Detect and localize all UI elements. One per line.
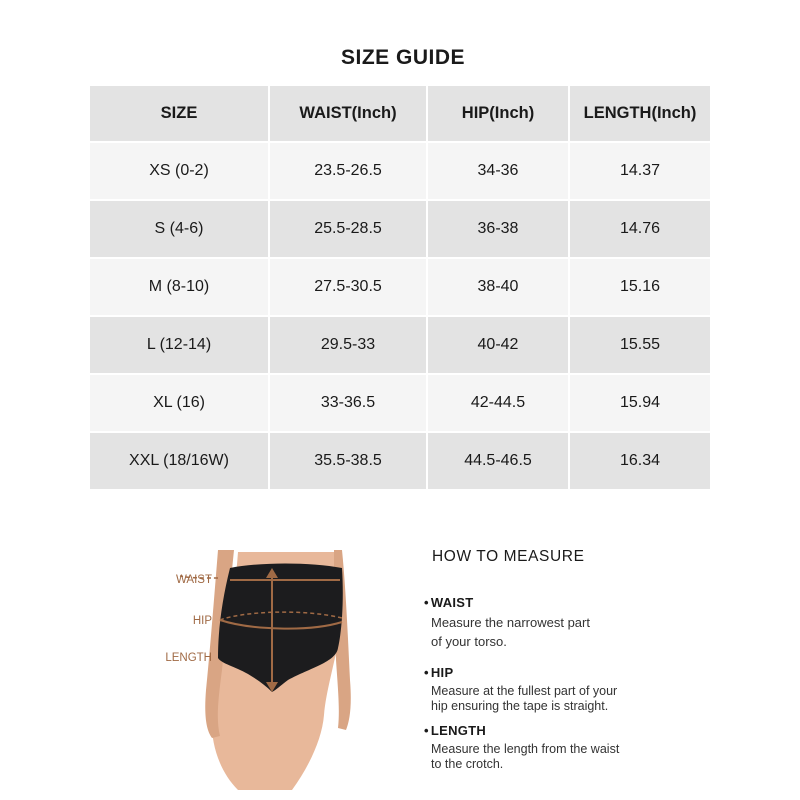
hip-cell: 38-40 [427, 258, 569, 316]
hip-heading-text: HIP [430, 665, 454, 680]
hip-cell: 36-38 [427, 200, 569, 258]
table-row [89, 142, 711, 200]
size-cell: M (8-10) [89, 258, 269, 316]
waist-cell: 35.5-38.5 [269, 432, 427, 490]
waist-section-heading [424, 595, 474, 610]
waist-cell: 33-36.5 [269, 374, 427, 432]
length-cell: 16.34 [569, 432, 711, 490]
table-row [89, 200, 711, 258]
table-row [89, 258, 711, 316]
bullet-icon: • [424, 723, 429, 738]
size-cell: S (4-6) [89, 200, 269, 258]
measurement-illustration [160, 540, 380, 790]
size-cell: XXL (18/16W) [89, 432, 269, 490]
length-cell: 15.16 [569, 258, 711, 316]
length-label: LENGTH [165, 652, 212, 664]
bullet-icon: • [424, 595, 429, 610]
table-row [89, 374, 711, 432]
size-cell: L (12-14) [89, 316, 269, 374]
bullet-icon: • [424, 665, 429, 680]
table-header-row [89, 85, 711, 142]
page-title: SIZE GUIDE [340, 46, 466, 69]
waist-heading-text: WAIST [430, 595, 474, 610]
hip-section-heading [424, 665, 453, 680]
hip-desc-line: hip ensuring the tape is straight. [431, 699, 609, 713]
column-header-hip: HIP(Inch) [427, 85, 569, 142]
length-desc-line: Measure the length from the waist [431, 742, 620, 756]
column-header-length: LENGTH(Inch) [569, 85, 711, 142]
size-table [88, 84, 712, 491]
length-cell: 15.94 [569, 374, 711, 432]
table-row [89, 432, 711, 490]
length-cell: 14.76 [569, 200, 711, 258]
waist-cell: 29.5-33 [269, 316, 427, 374]
size-cell: XL (16) [89, 374, 269, 432]
hip-cell: 40-42 [427, 316, 569, 374]
column-header-size: SIZE [89, 85, 269, 142]
length-section-heading [424, 723, 486, 738]
hip-desc-line: Measure at the fullest part of your [431, 684, 618, 698]
hip-label: HIP [192, 615, 212, 627]
waist-desc-line: of your torso. [431, 634, 507, 649]
size-cell: XS (0-2) [89, 142, 269, 200]
waist-description [431, 613, 671, 651]
length-cell: 15.55 [569, 316, 711, 374]
waist-cell: 27.5-30.5 [269, 258, 427, 316]
waist-label: WAIST [176, 574, 212, 586]
length-description [431, 742, 671, 772]
hip-cell: 42-44.5 [427, 374, 569, 432]
how-to-measure-title: HOW TO MEASURE [432, 548, 585, 565]
table-row [89, 316, 711, 374]
hip-cell: 34-36 [427, 142, 569, 200]
hip-description [431, 684, 671, 714]
length-desc-line: to the crotch. [431, 757, 504, 771]
length-cell: 14.37 [569, 142, 711, 200]
waist-cell: 25.5-28.5 [269, 200, 427, 258]
column-header-waist: WAIST(Inch) [269, 85, 427, 142]
hip-cell: 44.5-46.5 [427, 432, 569, 490]
waist-cell: 23.5-26.5 [269, 142, 427, 200]
length-heading-text: LENGTH [430, 723, 487, 738]
waist-desc-line: Measure the narrowest part [431, 615, 590, 630]
